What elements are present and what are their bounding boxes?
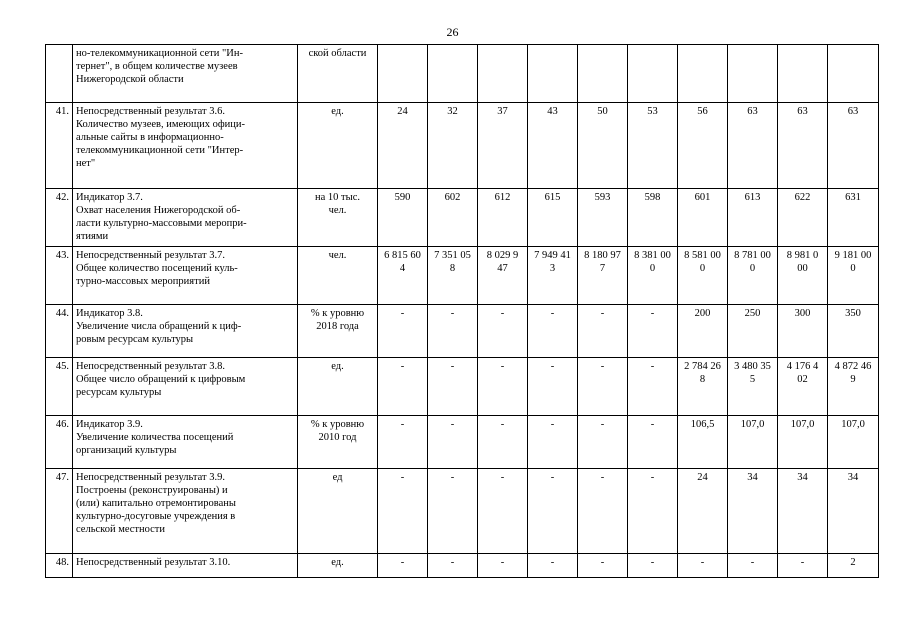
- value-line: 602: [444, 192, 461, 203]
- value-line: -: [400, 419, 405, 430]
- value-cell: [628, 469, 678, 554]
- indicator-name-cell: [73, 358, 298, 416]
- value-cell: [678, 358, 728, 416]
- value-line: -: [450, 361, 455, 372]
- indicator-name-line: турно-массовых мероприятий: [76, 276, 210, 287]
- value-cell: [728, 103, 778, 189]
- value-line: -: [400, 557, 405, 568]
- value-line: 8 781 00: [734, 250, 771, 261]
- unit-cell: [298, 469, 378, 554]
- value-line: 200: [694, 308, 711, 319]
- value-line: 34: [847, 472, 859, 483]
- value-line: 2: [850, 557, 856, 568]
- value-cell: [778, 469, 828, 554]
- unit-line: ед.: [331, 557, 344, 568]
- value-line: 0: [850, 263, 856, 274]
- value-cell: [828, 247, 879, 305]
- value-cell: [528, 45, 578, 103]
- unit-line: на 10 тыс.: [315, 192, 360, 203]
- value-cell: [778, 554, 828, 578]
- value-line: -: [750, 557, 755, 568]
- table-row: [46, 469, 879, 554]
- value-line: 63: [847, 106, 859, 117]
- indicator-name-line: Индикатор 3.8.: [76, 308, 143, 319]
- table-row: [46, 554, 879, 578]
- unit-cell: [298, 247, 378, 305]
- value-line: 34: [747, 472, 758, 483]
- value-cell: [828, 358, 879, 416]
- value-line: 8 981 0: [786, 250, 819, 261]
- value-line: -: [550, 361, 555, 372]
- indicator-name-line: Индикатор 3.9.: [76, 419, 143, 430]
- value-line: -: [500, 472, 505, 483]
- value-cell: [728, 416, 778, 469]
- value-cell: [378, 416, 428, 469]
- unit-line: чел.: [328, 205, 347, 216]
- value-cell: [478, 189, 528, 247]
- value-cell: [728, 189, 778, 247]
- value-cell: [828, 305, 879, 358]
- value-line: 598: [644, 192, 661, 203]
- table-row: [46, 305, 879, 358]
- value-line: 00: [797, 263, 808, 274]
- indicator-name-cell: [73, 189, 298, 247]
- table-row: [46, 416, 879, 469]
- value-line: -: [650, 557, 655, 568]
- value-cell: [478, 305, 528, 358]
- value-cell: [378, 469, 428, 554]
- row-number: 46.: [46, 416, 73, 469]
- value-cell: [578, 416, 628, 469]
- unit-cell: [298, 189, 378, 247]
- value-cell: [378, 358, 428, 416]
- value-cell: [828, 103, 879, 189]
- value-cell: [428, 189, 478, 247]
- indicator-name-line: Построены (реконструированы) и: [76, 485, 228, 496]
- value-line: -: [500, 557, 505, 568]
- value-line: -: [550, 472, 555, 483]
- indicator-name-line: ровым ресурсам культуры: [76, 334, 194, 345]
- value-line: 5: [749, 374, 756, 385]
- value-line: -: [600, 472, 605, 483]
- value-cell: [428, 358, 478, 416]
- value-cell: [478, 554, 528, 578]
- value-line: 107,0: [740, 419, 765, 430]
- value-line: 0: [649, 263, 656, 274]
- indicator-name-cell: [73, 416, 298, 469]
- value-cell: [828, 189, 879, 247]
- unit-line: ед: [332, 472, 343, 483]
- value-cell: [528, 358, 578, 416]
- value-cell: [678, 45, 728, 103]
- indicator-name-line: организаций культуры: [76, 445, 177, 456]
- value-cell: [778, 305, 828, 358]
- value-line: -: [500, 308, 505, 319]
- indicator-name-line: ресурсам культуры: [76, 387, 162, 398]
- value-line: 107,0: [790, 419, 815, 430]
- value-line: -: [650, 472, 655, 483]
- value-cell: [478, 469, 528, 554]
- row-number: [46, 45, 73, 103]
- value-line: 56: [697, 106, 708, 117]
- indicator-name-line: Непосредственный результат 3.6.: [76, 106, 225, 117]
- value-cell: [678, 247, 728, 305]
- value-cell: [478, 416, 528, 469]
- value-cell: [428, 469, 478, 554]
- value-line: -: [400, 472, 405, 483]
- value-line: 43: [547, 106, 558, 117]
- value-cell: [378, 103, 428, 189]
- value-cell: [678, 554, 728, 578]
- value-line: 300: [794, 308, 811, 319]
- value-cell: [628, 247, 678, 305]
- value-line: -: [600, 557, 605, 568]
- value-line: -: [550, 308, 555, 319]
- indicator-name-line: Непосредственный результат 3.7.: [76, 250, 225, 261]
- value-line: 02: [797, 374, 808, 385]
- value-cell: [578, 45, 628, 103]
- value-cell: [378, 305, 428, 358]
- value-line: -: [650, 308, 655, 319]
- value-cell: [728, 554, 778, 578]
- value-line: 107,0: [841, 419, 865, 430]
- value-cell: [828, 416, 879, 469]
- unit-line: ед.: [331, 361, 344, 372]
- value-line: 8 381 00: [634, 250, 671, 261]
- value-cell: [478, 45, 528, 103]
- indicator-name-cell: [73, 247, 298, 305]
- table-row: [46, 45, 879, 103]
- value-cell: [778, 416, 828, 469]
- page-number: 26: [446, 25, 459, 39]
- table-row: [46, 103, 879, 189]
- value-cell: [428, 103, 478, 189]
- value-cell: [578, 103, 628, 189]
- value-line: 631: [845, 192, 861, 203]
- value-cell: [478, 358, 528, 416]
- value-line: 0: [749, 263, 756, 274]
- value-cell: [628, 554, 678, 578]
- value-cell: [528, 189, 578, 247]
- row-number: 45.: [46, 358, 73, 416]
- value-line: 6 815 60: [384, 250, 421, 261]
- unit-cell: [298, 45, 378, 103]
- value-cell: [478, 247, 528, 305]
- value-line: 7 351 05: [434, 250, 471, 261]
- value-cell: [778, 247, 828, 305]
- value-cell: [428, 416, 478, 469]
- value-line: -: [600, 361, 605, 372]
- value-cell: [628, 45, 678, 103]
- value-line: -: [650, 419, 655, 430]
- row-number: 41.: [46, 103, 73, 189]
- value-line: -: [700, 557, 705, 568]
- value-cell: [428, 554, 478, 578]
- indicator-name-line: Количество музеев, имеющих офици-: [76, 119, 245, 130]
- indicator-name-line: культурно-досуговые учреждения в: [76, 511, 236, 522]
- value-cell: [578, 189, 628, 247]
- unit-cell: [298, 416, 378, 469]
- value-line: -: [450, 308, 455, 319]
- unit-cell: [298, 554, 378, 578]
- value-cell: [378, 45, 428, 103]
- value-line: -: [600, 308, 605, 319]
- indicator-name-line: Общее количество посещений куль-: [76, 263, 238, 274]
- indicators-table: [45, 44, 879, 578]
- value-cell: [728, 305, 778, 358]
- row-number: 43.: [46, 247, 73, 305]
- value-line: 4 872 46: [834, 361, 872, 372]
- value-cell: [628, 416, 678, 469]
- value-cell: [678, 103, 728, 189]
- indicator-name-cell: [73, 45, 298, 103]
- value-line: -: [600, 419, 605, 430]
- indicator-name-line: нет": [76, 158, 96, 169]
- value-cell: [678, 189, 728, 247]
- indicator-name-line: Непосредственный результат 3.9.: [76, 472, 225, 483]
- unit-line: ед.: [331, 106, 344, 117]
- indicator-name-line: Охват населения Нижегородской об-: [76, 205, 241, 216]
- value-cell: [378, 554, 428, 578]
- indicator-name-line: Непосредственный результат 3.8.: [76, 361, 225, 372]
- value-line: -: [400, 361, 405, 372]
- indicator-name-line: телекоммуникационной сети "Интер-: [76, 145, 244, 156]
- value-cell: [428, 305, 478, 358]
- value-cell: [678, 416, 728, 469]
- value-cell: [578, 305, 628, 358]
- indicator-name-line: альные сайты в информационно-: [76, 132, 224, 143]
- value-cell: [678, 469, 728, 554]
- table-row: [46, 358, 879, 416]
- value-cell: [828, 469, 879, 554]
- indicator-name-line: Непосредственный результат 3.10.: [76, 557, 231, 568]
- indicator-name-cell: [73, 469, 298, 554]
- value-line: 593: [594, 192, 611, 203]
- value-cell: [628, 103, 678, 189]
- value-cell: [528, 103, 578, 189]
- value-line: 7: [599, 263, 606, 274]
- value-cell: [578, 469, 628, 554]
- value-cell: [728, 45, 778, 103]
- value-line: 7 949 41: [534, 250, 571, 261]
- row-number: 47.: [46, 469, 73, 554]
- value-cell: [628, 305, 678, 358]
- value-line: 0: [699, 263, 706, 274]
- value-cell: [428, 247, 478, 305]
- value-line: 8: [699, 374, 706, 385]
- indicator-name-line: Увеличение количества посещений: [76, 432, 234, 443]
- value-line: -: [650, 361, 655, 372]
- indicator-name-line: но-телекоммуникационной сети "Ин-: [76, 48, 244, 59]
- value-line: -: [450, 419, 455, 430]
- indicator-name-line: тернет", в общем количестве музеев: [76, 61, 238, 72]
- indicator-name-cell: [73, 305, 298, 358]
- value-cell: [828, 554, 879, 578]
- indicator-name-cell: [73, 554, 298, 578]
- unit-line: % к уровню: [310, 419, 365, 430]
- value-line: 37: [497, 106, 508, 117]
- value-cell: [828, 45, 879, 103]
- value-line: 3 480 35: [734, 361, 771, 372]
- value-line: -: [500, 419, 505, 430]
- table-row: [46, 189, 879, 247]
- value-cell: [778, 103, 828, 189]
- value-line: 106,5: [690, 419, 715, 430]
- row-number: 44.: [46, 305, 73, 358]
- value-cell: [778, 45, 828, 103]
- value-line: 622: [794, 192, 811, 203]
- row-number: 42.: [46, 189, 73, 247]
- value-line: 8: [449, 263, 456, 274]
- value-line: -: [500, 361, 505, 372]
- row-number: 48.: [46, 554, 73, 578]
- value-line: -: [550, 557, 555, 568]
- value-line: 8 029 9: [486, 250, 519, 261]
- value-cell: [778, 358, 828, 416]
- table-row: [46, 247, 879, 305]
- value-cell: [678, 305, 728, 358]
- value-cell: [528, 416, 578, 469]
- value-cell: [478, 103, 528, 189]
- value-line: 47: [497, 263, 508, 274]
- indicator-name-line: Индикатор 3.7.: [76, 192, 143, 203]
- indicator-name-line: Нижегородской области: [76, 74, 184, 85]
- unit-cell: [298, 358, 378, 416]
- indicator-name-line: ятиями: [76, 231, 109, 242]
- value-line: 53: [647, 106, 658, 117]
- value-line: -: [800, 557, 805, 568]
- value-line: -: [450, 472, 455, 483]
- value-line: 615: [544, 192, 561, 203]
- unit-cell: [298, 305, 378, 358]
- value-cell: [528, 469, 578, 554]
- value-line: 590: [394, 192, 411, 203]
- value-line: 2 784 26: [684, 361, 721, 372]
- value-line: 601: [694, 192, 711, 203]
- unit-line: 2018 года: [316, 321, 359, 332]
- value-line: 613: [744, 192, 761, 203]
- value-line: 8 581 00: [684, 250, 721, 261]
- value-line: -: [450, 557, 455, 568]
- value-line: 9: [850, 374, 856, 385]
- indicator-name-line: (или) капитально отремонтированы: [76, 498, 236, 509]
- value-line: 3: [549, 263, 556, 274]
- value-cell: [578, 247, 628, 305]
- value-cell: [428, 45, 478, 103]
- value-cell: [528, 305, 578, 358]
- value-cell: [578, 358, 628, 416]
- value-line: 8 180 97: [584, 250, 621, 261]
- value-cell: [628, 358, 678, 416]
- value-cell: [528, 554, 578, 578]
- unit-line: 2010 год: [318, 432, 357, 443]
- value-line: -: [400, 308, 405, 319]
- value-cell: [728, 247, 778, 305]
- indicator-name-line: сельской местности: [76, 524, 166, 535]
- value-cell: [528, 247, 578, 305]
- indicator-name-line: Общее число обращений к цифровым: [76, 374, 246, 385]
- value-cell: [378, 189, 428, 247]
- value-cell: [778, 189, 828, 247]
- value-line: 4 176 4: [786, 361, 819, 372]
- value-line: -: [550, 419, 555, 430]
- indicator-name-line: Увеличение числа обращений к циф-: [76, 321, 242, 332]
- value-cell: [378, 247, 428, 305]
- unit-line: % к уровню: [310, 308, 365, 319]
- value-line: 63: [797, 106, 808, 117]
- value-cell: [728, 469, 778, 554]
- value-line: 9 181 00: [834, 250, 872, 261]
- indicator-name-cell: [73, 103, 298, 189]
- value-line: 250: [744, 308, 761, 319]
- value-cell: [628, 189, 678, 247]
- value-line: 4: [399, 263, 406, 274]
- value-line: 24: [697, 472, 708, 483]
- indicator-name-line: ласти культурно-массовыми меропри-: [76, 218, 247, 229]
- unit-cell: [298, 103, 378, 189]
- unit-line: ской области: [308, 48, 367, 59]
- value-line: 63: [747, 106, 758, 117]
- value-line: 24: [397, 106, 408, 117]
- unit-line: чел.: [328, 250, 347, 261]
- value-line: 34: [797, 472, 808, 483]
- value-line: 50: [597, 106, 608, 117]
- value-cell: [578, 554, 628, 578]
- value-line: 612: [494, 192, 511, 203]
- value-cell: [728, 358, 778, 416]
- value-line: 350: [845, 308, 861, 319]
- value-line: 32: [447, 106, 458, 117]
